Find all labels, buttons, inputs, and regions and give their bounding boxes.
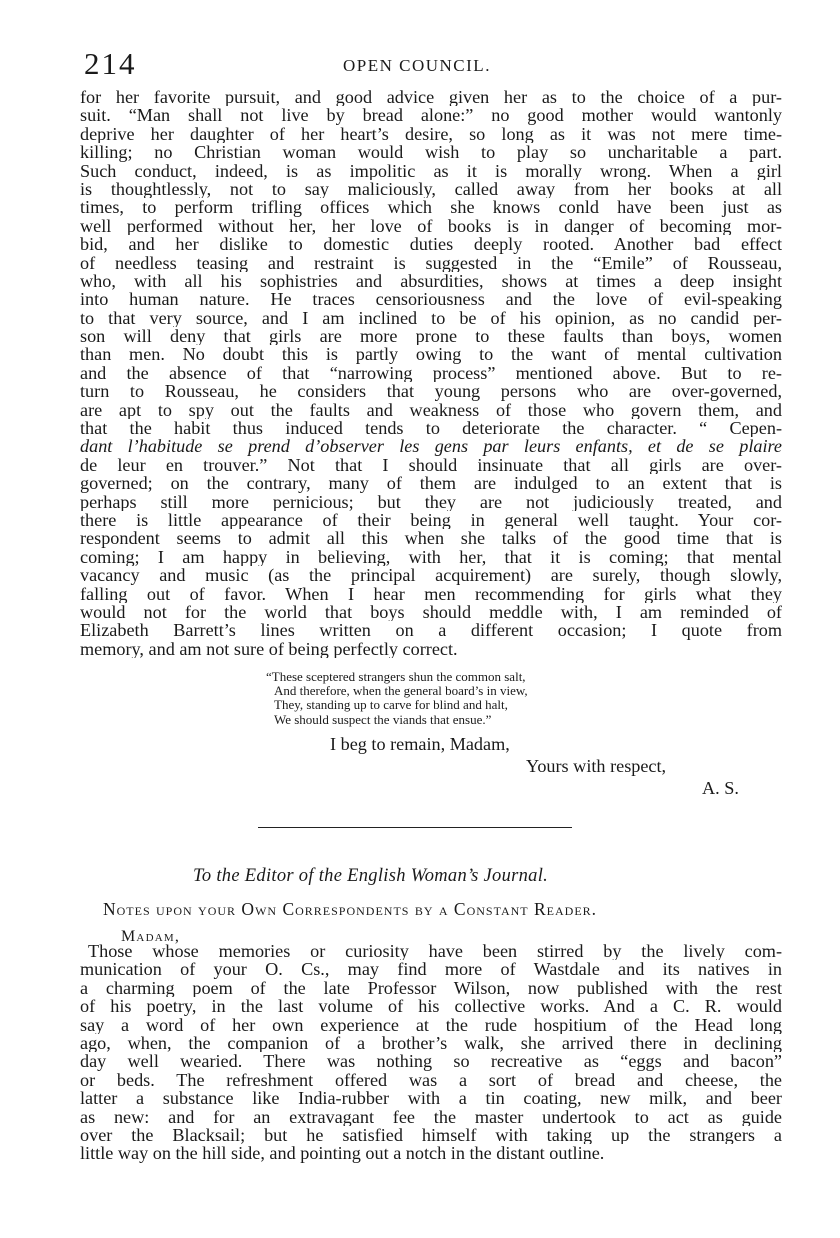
text-line: into human nature. He traces censoriousness and the love of evil-speaking xyxy=(80,290,782,309)
text-line: who, with all his sophistries and absurdities, shows at times a deep insight xyxy=(80,271,782,291)
text-line: is thoughtlessly, not to say maliciously, called away from her books at all xyxy=(80,179,782,199)
text-line: suit. “Man shall not live by bread alone:” no good mother would wantonly xyxy=(80,106,782,125)
text-line: killing; no Christian woman would wish to play so uncharitable a part. xyxy=(80,143,782,162)
text-line: dant l’habitude se prend d’observer les gens par leurs enfants, et de se plaire xyxy=(80,437,782,456)
text-line: well performed without her, her love of books is in danger of becoming mor- xyxy=(80,216,782,236)
valediction: Yours with respect, xyxy=(526,756,667,776)
text-line: munication of your O. Cs., may find more of Wastdale and its natives in xyxy=(80,960,782,979)
letter-body xyxy=(80,88,782,658)
salutation: Madam, xyxy=(121,928,181,945)
text-line: a charming poem of the late Professor Wilson, now published with the rest xyxy=(80,978,782,998)
text-line: latter a substance like India-rubber with a tin coating, new milk, and beer xyxy=(80,1089,782,1108)
text-line: of needless teasing and restraint is suggested in the “Emile” of Rousseau, xyxy=(80,253,782,272)
text-line: coming; I am happy in believing, with her, that it is coming; that mental xyxy=(80,547,782,567)
text-line: that the habit thus induced tends to deteriorate the character. “ Cepen- xyxy=(80,419,782,438)
text-line: say a word of her own experience at the rude hospitium of the Head long xyxy=(80,1015,782,1034)
text-line: son will deny that girls are more prone to these faults than boys, women xyxy=(80,327,782,346)
text-line: ago, when, the companion of a brother’s walk, she arrived there in declining xyxy=(80,1033,782,1053)
text-line: little way on the hill side, and pointing out a notch in the distant outline. xyxy=(80,1144,605,1163)
section-title: Notes upon your Own Correspondents by a Constant Reader. xyxy=(103,899,598,919)
closing-line: I beg to remain, Madam, xyxy=(330,734,510,754)
text-line: are apt to spy out the faults and weakness of those who govern them, and xyxy=(80,400,782,420)
text-line: or beds. The refreshment offered was a sort of bread and cheese, the xyxy=(80,1070,782,1090)
text-line: falling out of favor. When I hear men recommending for girls what they xyxy=(80,584,782,603)
running-head: OPEN COUNCIL. xyxy=(343,56,491,75)
text-line: day well wearied. There was nothing so recreative as “eggs and bacon” xyxy=(80,1052,782,1071)
text-line: Such conduct, indeed, is as impolitic as it is morally wrong. When a girl xyxy=(80,161,782,180)
text-line: to that very source, and I am inclined to be of his opinion, as no candid per- xyxy=(80,308,782,328)
text-line: vacancy and music (as the principal acquirement) are surely, though slowly, xyxy=(80,566,782,585)
verse-line: We should suspect the viands that ensue.” xyxy=(274,711,492,727)
text-line: governed; on the contrary, many of them are indulged to an extent that is xyxy=(80,474,782,493)
page-number: 214 xyxy=(84,46,137,81)
section-divider xyxy=(258,827,572,828)
text-line: of his poetry, in the last volume of his collective works. And a C. R. would xyxy=(80,997,782,1016)
text-line: bid, and her dislike to domestic duties deeply rooted. Another bad effect xyxy=(80,235,782,254)
text-line: turn to Rousseau, he considers that young persons who are over-governed, xyxy=(80,382,782,401)
text-line: over the Blacksail; but he satisfied himself with taking up the strangers a xyxy=(80,1125,782,1145)
text-line: and the absence of that “narrowing process” mentioned above. But to re- xyxy=(80,363,782,383)
verse-quotation xyxy=(266,670,666,727)
text-line: de leur en trouver.” Not that I should insinuate that all girls are over- xyxy=(80,455,782,475)
verse-line: They, standing up to carve for blind and halt, xyxy=(274,697,508,713)
text-line: Those whose memories or curiosity have been stirred by the lively com- xyxy=(88,942,782,961)
text-line: times, to perform trifling offices which she knows conld have been just as xyxy=(80,198,782,217)
text-line: than men. No doubt this is partly owing to the want of mental cultivation xyxy=(80,345,782,364)
text-line: for her favorite pursuit, and good advice given her as to the choice of a pur- xyxy=(80,88,782,107)
signature: A. S. xyxy=(702,778,739,798)
text-line: Elizabeth Barrett’s lines written on a different occasion; I quote from xyxy=(80,621,782,640)
text-line: as new: and for an extravagant fee the master undertook to act as guide xyxy=(80,1107,782,1126)
text-line: there is little appearance of their being in general well taught. Your cor- xyxy=(80,510,782,530)
text-line: deprive her daughter of her heart’s desire, so long as it was not mere time- xyxy=(80,124,782,144)
text-line: perhaps still more pernicious; but they are not judiciously treated, and xyxy=(80,492,782,511)
verse-line: “These sceptered strangers shun the common salt, xyxy=(266,669,526,684)
text-line: memory, and am not sure of being perfectly correct. xyxy=(80,639,458,659)
second-letter-body xyxy=(80,942,782,1163)
text-line: respondent seems to admit all this when she talks of the good time that is xyxy=(80,529,782,548)
text-line: would not for the world that boys should meddle with, I am reminded of xyxy=(80,602,782,622)
editor-address: To the Editor of the English Woman’s Journal. xyxy=(193,866,549,886)
verse-line: And therefore, when the general board’s in view, xyxy=(274,683,528,699)
